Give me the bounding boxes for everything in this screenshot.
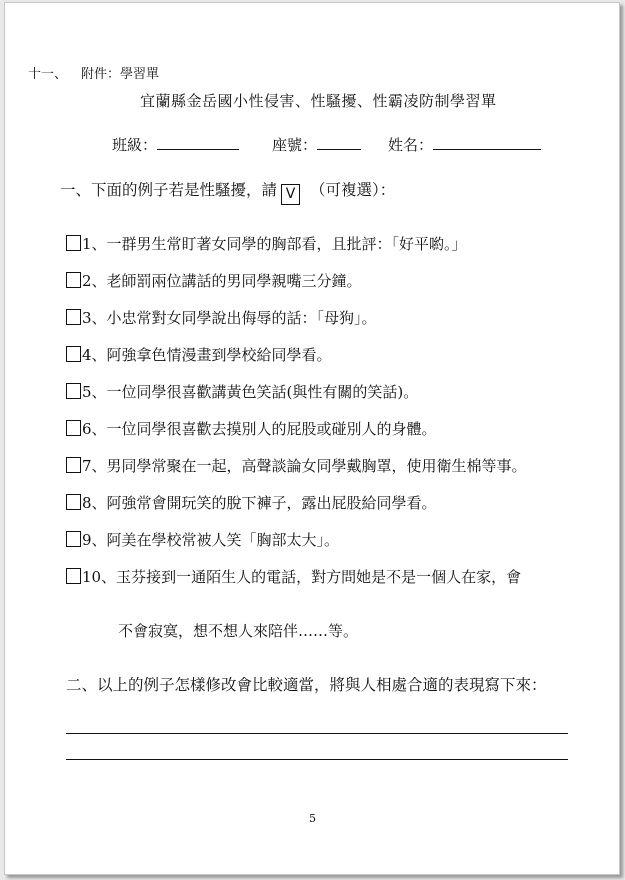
item-text: 3、小忠常對女同學說出侮辱的話：「母狗」。 — [82, 309, 377, 327]
item-checkbox[interactable] — [66, 531, 81, 547]
name-label: 姓名： — [388, 136, 434, 154]
class-blank[interactable] — [157, 135, 239, 150]
item-text: 7、男同學常聚在一起，高聲談論女同學戴胸罩，使用衛生棉等事。 — [82, 457, 527, 475]
name-field — [388, 134, 541, 155]
list-item — [66, 233, 467, 254]
item-text: 10、玉芬接到一通陌生人的電話，對方問她是不是一個人在家，會 — [82, 568, 522, 586]
list-item — [66, 455, 527, 476]
question-1 — [60, 178, 395, 205]
list-item — [66, 307, 377, 328]
list-item — [66, 344, 332, 365]
list-item — [66, 270, 362, 291]
seat-label: 座號： — [272, 136, 318, 154]
item-checkbox[interactable] — [66, 457, 81, 473]
seat-field — [272, 134, 361, 155]
item-10-continuation: 不會寂寞，想不想人來陪伴……等。 — [118, 622, 359, 640]
seat-blank[interactable] — [317, 135, 361, 150]
item-text: 2、老師罰兩位講話的男同學親嘴三分鐘。 — [82, 272, 362, 290]
answer-line-2[interactable] — [66, 759, 568, 760]
question-2: 二、以上的例子怎樣修改會比較適當，將與人相處合適的表現寫下來： — [66, 676, 547, 694]
item-text: 4、阿強拿色情漫畫到學校給同學看。 — [82, 346, 332, 364]
list-item — [66, 529, 339, 550]
item-checkbox[interactable] — [66, 383, 81, 399]
item-text: 8、阿強常會開玩笑的脫下褲子，露出屁股給同學看。 — [82, 494, 437, 512]
item-checkbox[interactable] — [66, 272, 81, 288]
list-item — [66, 418, 437, 439]
attachment-label: 附件：學習單 — [81, 67, 160, 82]
class-label: 班級： — [112, 136, 158, 154]
item-text: 1、一群男生常盯著女同學的胸部看，且批評：「好平喲。」 — [82, 235, 467, 253]
answer-line-1[interactable] — [66, 733, 568, 734]
page-number: 5 — [309, 812, 316, 825]
class-field — [112, 134, 239, 155]
question-1-prefix: 一、下面的例子若是性騷擾，請 — [60, 181, 278, 199]
attachment-header — [28, 63, 159, 82]
item-checkbox[interactable] — [66, 568, 81, 584]
worksheet-title: 宜蘭縣金岳國小性侵害、性騷擾、性霸凌防制學習單 — [140, 92, 497, 110]
question-1-suffix: （可複選）： — [310, 181, 396, 199]
item-checkbox[interactable] — [66, 494, 81, 510]
checkmark-box: V — [281, 184, 300, 205]
item-text: 6、一位同學很喜歡去摸別人的屁股或碰別人的身體。 — [82, 420, 437, 438]
name-blank[interactable] — [433, 135, 541, 150]
item-text: 5、一位同學很喜歡講黃色笑話(與性有關的笑話)。 — [82, 383, 419, 401]
list-item — [66, 566, 521, 587]
list-item — [66, 492, 437, 513]
item-checkbox[interactable] — [66, 309, 81, 325]
section-number: 十一、 — [28, 67, 68, 82]
item-checkbox[interactable] — [66, 420, 81, 436]
item-checkbox[interactable] — [66, 235, 81, 251]
item-text: 9、阿美在學校常被人笑「胸部太大」。 — [82, 531, 340, 549]
list-item — [66, 381, 418, 402]
item-checkbox[interactable] — [66, 346, 81, 362]
